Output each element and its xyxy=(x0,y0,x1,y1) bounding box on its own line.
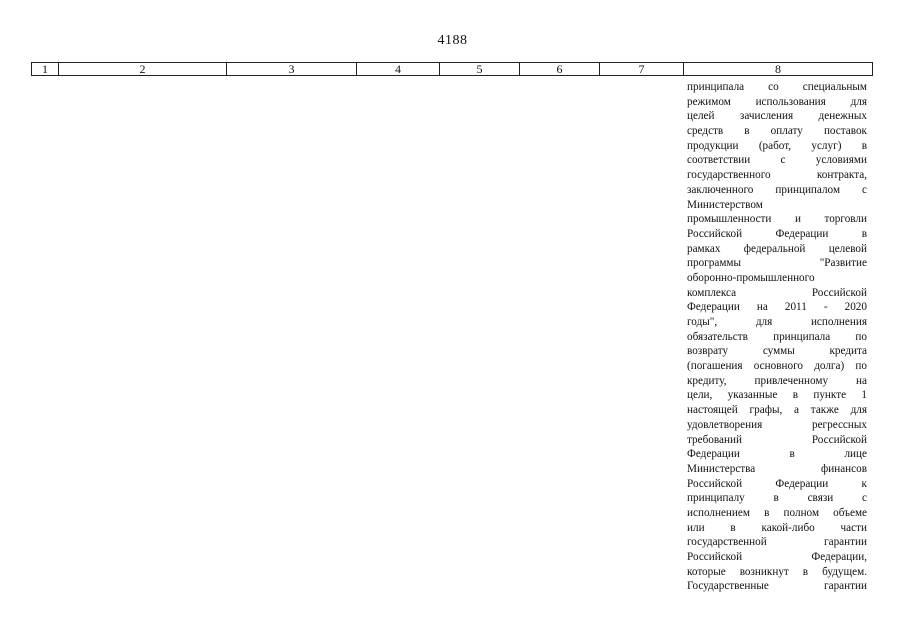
text-line: цели, указанные в пункте 1 xyxy=(687,389,867,402)
column-header-1: 1 xyxy=(32,63,59,75)
text-line: Министерством xyxy=(687,198,763,211)
text-line: настоящей графы, а также для xyxy=(687,404,867,417)
text-line: удовлетворения регрессных xyxy=(687,418,867,431)
text-line: Федерации в лице xyxy=(687,448,867,461)
column-header-3: 3 xyxy=(227,63,357,75)
column-header-4: 4 xyxy=(357,63,440,75)
text-line: рамках федеральной целевой xyxy=(687,242,867,255)
text-line: принципала со специальным xyxy=(687,81,867,93)
text-line: Российской Федерации к xyxy=(687,477,867,490)
text-line: продукции (работ, услуг) в xyxy=(687,139,867,152)
column-header-7: 7 xyxy=(600,63,684,75)
text-line: Российской Федерации, xyxy=(687,551,867,564)
text-line: требований Российской xyxy=(687,433,867,446)
text-line: возврату суммы кредита xyxy=(687,345,867,358)
text-line: Российской Федерации в xyxy=(687,227,867,240)
text-line: Федерации на 2011 - 2020 xyxy=(687,301,867,314)
text-line: Государственные гарантии xyxy=(687,580,867,593)
column-header-2: 2 xyxy=(59,63,227,75)
text-line: комплекса Российской xyxy=(687,286,867,299)
text-line: оборонно-промышленного xyxy=(687,271,815,284)
column-header-8: 8 xyxy=(775,62,781,76)
text-line: Министерства финансов xyxy=(687,462,867,475)
text-line: заключенного принципалом с xyxy=(687,183,867,196)
text-line: государственного контракта, xyxy=(687,169,867,182)
text-line: средств в оплату поставок xyxy=(687,125,867,138)
text-line: принципалу в связи с xyxy=(687,492,867,505)
text-line: кредиту, привлеченному на xyxy=(687,374,867,387)
text-line: соответствии с условиями xyxy=(687,154,867,167)
column-header-6: 6 xyxy=(520,63,600,75)
text-line: режимом использования для xyxy=(687,95,867,108)
text-line: целей зачисления денежных xyxy=(687,110,867,123)
text-line: исполнением в полном объеме xyxy=(687,506,867,519)
table-header-row xyxy=(31,62,873,76)
text-line: промышленности и торговли xyxy=(687,213,867,226)
text-line: (погашения основного долга) по xyxy=(687,360,867,373)
text-line: или в какой-либо части xyxy=(687,521,867,534)
column-8-text xyxy=(687,80,867,594)
text-line: годы", для исполнения xyxy=(687,316,867,329)
text-line: обязательств принципала по xyxy=(687,330,867,343)
column-header-5: 5 xyxy=(440,63,520,75)
page-number: 4188 xyxy=(437,33,468,48)
text-line: которые возникнут в будущем. xyxy=(687,565,867,578)
text-line: государственной гарантии xyxy=(687,536,867,549)
text-line: программы "Развитие xyxy=(687,257,867,270)
